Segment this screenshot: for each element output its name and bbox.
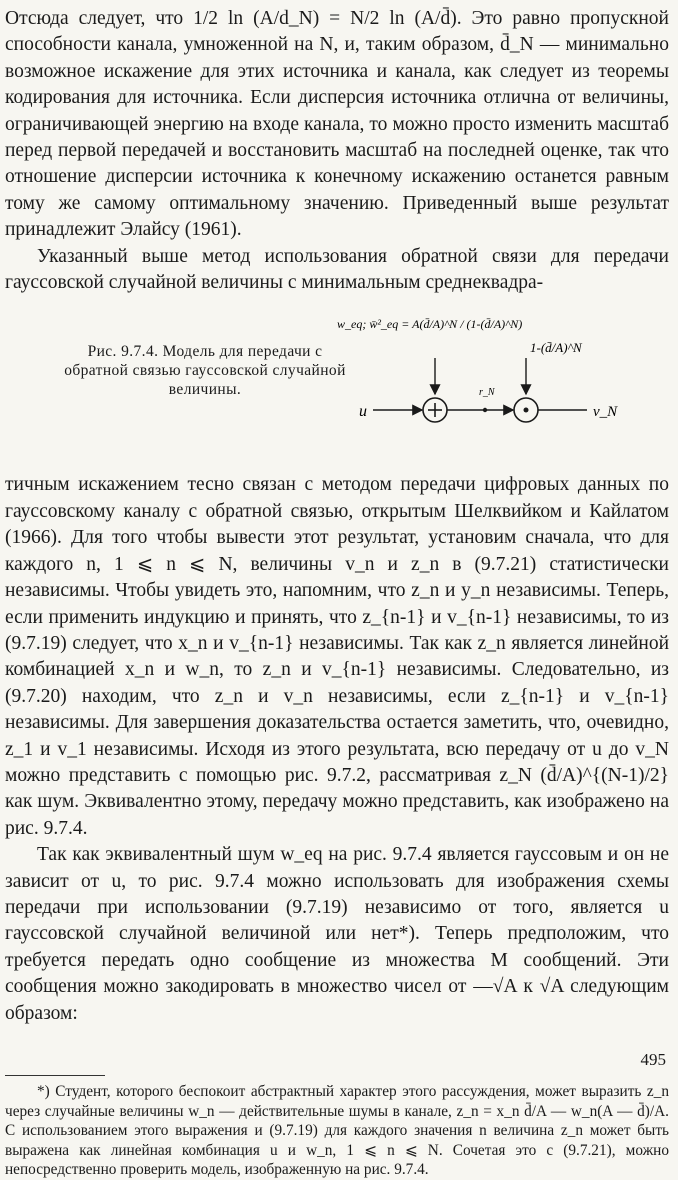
footnote-divider xyxy=(5,1075,105,1076)
feedback-model-diagram xyxy=(335,300,635,470)
figure-caption: Рис. 9.7.4. Модель для передачи с обратной связью гауссовской случайной величины. xyxy=(64,343,346,399)
page xyxy=(5,6,669,1180)
paragraph-1: Отсюда следует, что 1/2 ln (A/d_N) = N/2 ln (A/d̄). Это равно пропускной способности канала, умноженной на N, и, таким образом, d̄_N — минимально возможное искажение для этих источника и канала, как следует из теоремы кодирования для источника. Если дисперсия источника отлична от величины, ограничивающей энергию на входе канала, то можно просто изменить масштаб перед первой передачей и восстановить масштаб на последней оценке, так что отношение дисперсии источника к конечному искажению останется равным тому же самому оптимальному значению. Приведенный выше результат принадлежит Элайсу (1961). xyxy=(5,8,669,241)
input-u-label: u xyxy=(359,403,367,421)
noise-label: w_eq; w̄²_eq = A(d̄/A)^N / (1-(d̄/A)^N) xyxy=(337,317,523,332)
figure-9-7-4 xyxy=(5,300,669,472)
paragraph-3: тичным искажением тесно связан с методом передачи цифровых данных по гауссовскому каналу с обратной связью, открытым Шелквийком и Кайлатом (1966). Для того чтобы вывести этот результат, установим сначала, что для каждого n, 1 ⩽ n ⩽ N, величины v_n и z_n в (9.7.21) статистически независимы. Чтобы увидеть это, напомним, что z_n и y_n независимы. Теперь, если применить индукцию и принять, что z_{n-1} и v_{n-1} независимы, то из (9.7.19) следует, что x_n и v_{n-1} независимы. Так как z_n является линейной комбинацией x_n и w_n, то z_n и v_{n-1} независимы. Следовательно, из (9.7.20) находим, что z_n и v_n независимы, если z_{n-1} и v_{n-1} независимы. Для завершения доказательства остается заметить, что, очевидно, z_1 и v_1 независимы. Исходя из этого результата, всю передачу от u до v_N можно представить с помощью рис. 9.7.2, рассматривая z_N (d̄/A)^{(N-1)/2} как шум. Эквивалентно этому, передачу можно представить, как изображено на рис. 9.7.4. xyxy=(5,474,669,839)
page-number: 495 xyxy=(640,1050,666,1069)
scale-label: 1-(d̄/A)^N xyxy=(530,340,582,356)
rn-label: r_N xyxy=(479,387,495,399)
paragraph-2: Указанный выше метод использования обратной связи для передачи гауссовской случайной величины с минимальным среднеквадра- xyxy=(5,245,669,294)
footnote: *) Студент, которого беспокоит абстрактный характер этого рассуждения, может выразить z_n через случайные величины w_n — действительные шумы в канале, z_n = x_n d̄/A — w_n(A — d̄)/A. С использованием этого выражения и (9.7.19) для каждого значения n величина z_n может быть выражена как линейная комбинация u и w_n, 1 ⩽ n ⩽ N. Сочетая это с (9.7.21), можно непосредственно проверить модель, изображенную на рис. 9.7.4. xyxy=(5,1083,669,1179)
paragraph-4: Так как эквивалентный шум w_eq на рис. 9.7.4 является гауссовым и он не зависит от u, то рис. 9.7.4 можно использовать для изображения схемы передачи при использовании (9.7.19) независимо от того, является u гауссовской случайной величиной или нет*). Теперь предположим, что требуется передать одно сообщение из множества M сообщений. Эти сообщения можно закодировать в множество чисел от —√A к √A следующим образом: xyxy=(5,844,669,1024)
output-vn-label: v_N xyxy=(593,404,618,421)
